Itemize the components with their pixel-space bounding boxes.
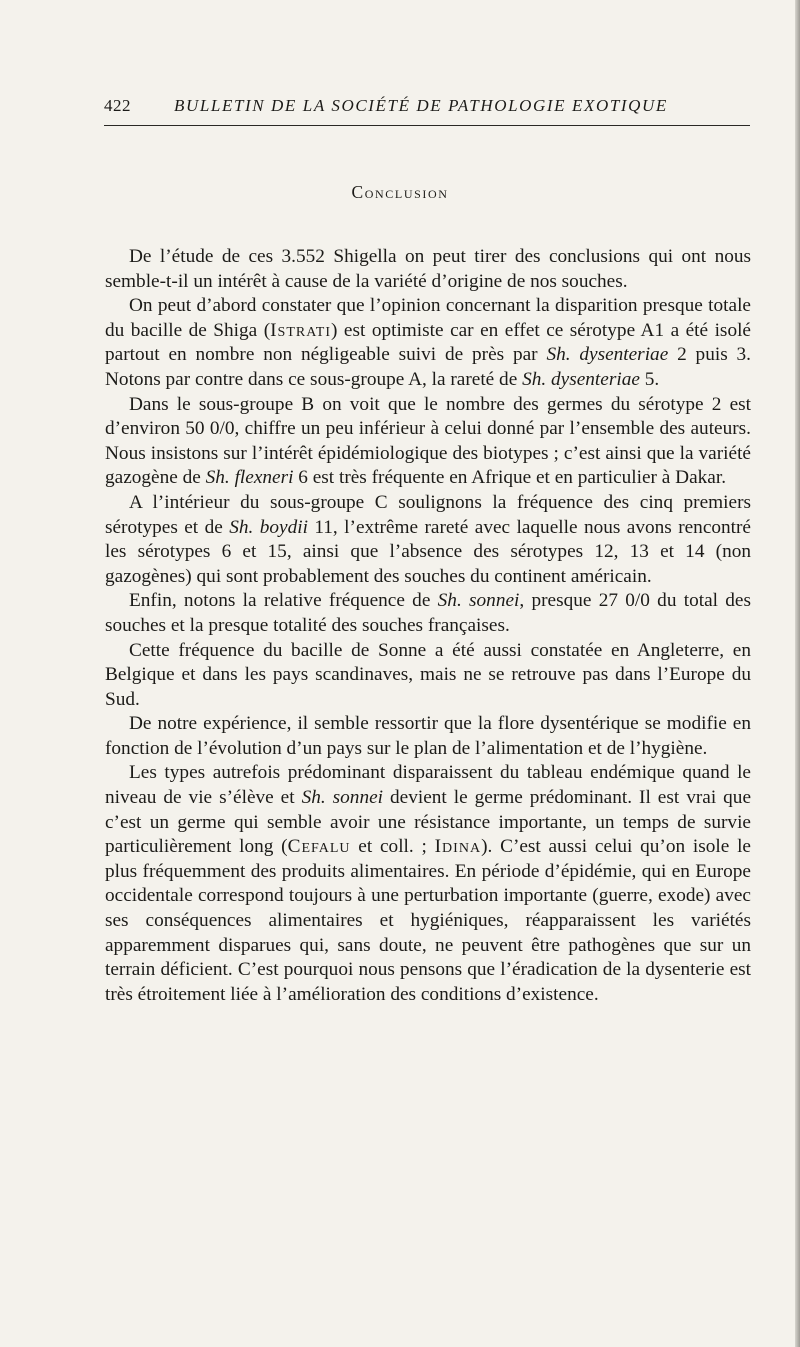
paragraph: De notre expérience, il semble ressortir que la flore dysentérique se modifie en fonction de l’évolution d’un pays sur le plan de l’alimentation et de l’hygiène. (105, 713, 751, 759)
species-name: Sh. sonnei (437, 590, 520, 612)
page-edge-shadow (795, 0, 800, 1347)
paragraph: On peut d’abord constater que l’opinion concernant la disparition presque totale du bacille de Shiga (Istrati) est optimiste car en effet ce sérotype A1 a été isolé partout en nombre non négligeable suivi de près par Sh. dysenteriae 2 puis 3. Notons par contre dans ce sous-groupe A, la rareté de Sh. dysenteriae 5. (105, 295, 751, 390)
paragraph: Les types autrefois prédominant disparaissent du tableau endémique quand le niveau de vie s’élève et Sh. sonnei devient le germe prédominant. Il est vrai que c’est un germe qui semble avoir une résistance importante, un temps de survie particulièrement long (Cefalu et coll. ; Idina). C’est aussi celui qu’on isole le plus fréquemment des produits alimentaires. En période d’épidémie, qui en Europe occidentale correspond toujours à une perturbation importante (guerre, exode) avec ses conséquences alimentaires et hygiéniques, réapparaissent les variétés apparemment disparues qui, sans doute, ne peuvent être pathogènes que sur un terrain déficient. C’est pourquoi nous pensons que l’éradication de la dysenterie est très étroitement liée à l’amélioration des conditions d’existence. (105, 762, 752, 1005)
species-name: Sh. dysenteriae (522, 368, 640, 390)
running-title: BULLETIN DE LA SOCIÉTÉ DE PATHOLOGIE EXOTIQUE (174, 96, 668, 115)
species-name: Sh. sonnei (301, 787, 384, 809)
page-header (104, 95, 750, 125)
section-title: Conclusion (351, 182, 449, 202)
author-name: Istrati (270, 319, 332, 341)
paragraph: De l’étude de ces 3.552 Shigella on peut tirer des conclusions qui ont nous semble-t-il un intérêt à cause de la variété d’origine de nos souches. (105, 246, 751, 292)
paragraph: Cette fréquence du bacille de Sonne a été aussi constatée en Angleterre, en Belgique et dans les pays scandinaves, mais ne se retrouve pas dans l’Europe du Sud. (105, 639, 751, 710)
paragraph: A l’intérieur du sous-groupe C soulignons la fréquence des cinq premiers sérotypes et de Sh. boydii 11, l’extrême rareté avec laquelle nous avons rencontré les sérotypes 6 et 15, ainsi que l’absence des sérotypes 12, 13 et 14 (non gazogènes) qui sont probablement des souches du continent américain. (105, 491, 751, 587)
paragraph: Enfin, notons la relative fréquence de Sh. sonnei, presque 27 0/0 du total des souches et la presque totalité des souches françaises. (105, 590, 751, 636)
species-name: Sh. dysenteriae (546, 344, 669, 366)
paragraph: Dans le sous-groupe B on voit que le nombre des germes du sérotype 2 est d’environ 50 0/0, chiffre un peu inférieur à celui donné par l’ensemble des auteurs. Nous insistons sur l’intérêt épidémiologique des biotypes ; c’est ainsi que la variété gazogène de Sh. flexneri 6 est très fréquente en Afrique et en particulier à Dakar. (105, 393, 751, 489)
body-text (105, 245, 751, 1007)
page-number: 422 (104, 96, 131, 115)
header-rule (104, 125, 750, 126)
species-name: Sh. flexneri (205, 467, 294, 489)
author-name: Idina (434, 836, 482, 858)
species-name: Sh. boydii (229, 516, 308, 538)
author-name: Cefalu (287, 836, 351, 858)
